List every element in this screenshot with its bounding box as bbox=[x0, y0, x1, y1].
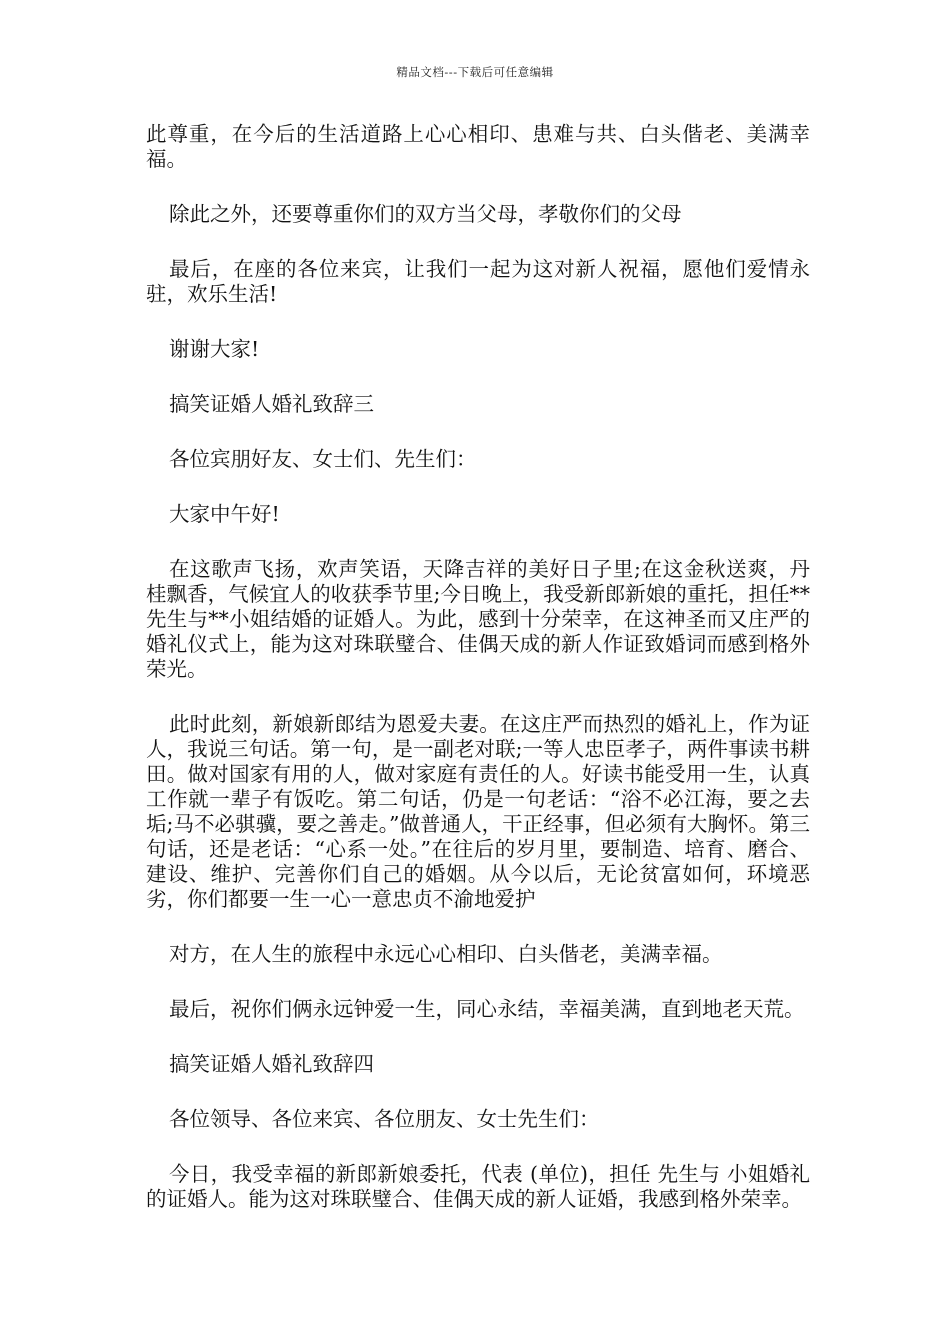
paragraph-salutation: 各位宾朋好友、女士们、先生们： bbox=[169, 447, 477, 471]
section-heading-three: 搞笑证婚人婚礼致辞三 bbox=[169, 392, 374, 416]
paragraph-final-wish: 最后，祝你们俩永远钟爱一生，同心永结，幸福美满，直到地老天荒。 bbox=[169, 997, 805, 1021]
paragraph-continuation: 此尊重，在今后的生活道路上心心相印、患难与共、白头偕老、美满幸福。 bbox=[146, 122, 810, 171]
paragraph-greeting: 大家中午好! bbox=[169, 502, 280, 526]
page-header: 精品文档---下载后可任意编辑 bbox=[396, 65, 554, 79]
paragraph-opening: 在这歌声飞扬，欢声笑语，天降吉祥的美好日子里;在这金秋送爽，丹桂飘香，气候宜人的收获季节里;今日晚上，我受新郎新娘的重托，担任**先生与**小姐结婚的证婚人。为此，感到十分荣幸，在这神圣而又庄严的婚礼仪式上，能为这对珠联璧合、佳偶天成的新人作证致婚词而感到格外荣光。 bbox=[146, 557, 810, 681]
paragraph-thanks: 谢谢大家! bbox=[169, 337, 260, 361]
paragraph-closing-blessing: 最后，在座的各位来宾，让我们一起为这对新人祝福，愿他们爱情永驻，欢乐生活! bbox=[146, 257, 810, 306]
paragraph-entrusted: 今日，我受幸福的新郎新娘委托，代表 (单位)，担任 先生与 小姐婚礼的证婚人。能为这对珠联璧合、佳偶天成的新人证婚，我感到格外荣幸。 bbox=[146, 1162, 810, 1211]
paragraph-salutation-four: 各位领导、各位来宾、各位朋友、女士先生们： bbox=[169, 1107, 600, 1131]
paragraph-three-sayings: 此时此刻，新娘新郎结为恩爱夫妻。在这庄严而热烈的婚礼上，作为证人，我说三句话。第一句，是一副老对联;一等人忠臣孝子，两件事读书耕田。做对国家有用的人，做对家庭有责任的人。好读书能受用一生，认真工作就一辈子有饭吃。第二句话，仍是一句老话：“浴不必江海，要之去垢;马不必骐骥，要之善走。”做普通人，干正经事，但必须有大胸怀。第三句话，还是老话：“心系一处。”在往后的岁月里，要制造、培育、磨合、建设、维护、完善你们自己的婚姻。从今以后，无论贫富如何，环境恶劣，你们都要一生一心一意忠贞不渝地爱护 bbox=[146, 712, 810, 911]
paragraph-respect-parents: 除此之外，还要尊重你们的双方当父母，孝敬你们的父母 bbox=[169, 202, 682, 226]
document-body bbox=[146, 122, 810, 1212]
section-heading-four: 搞笑证婚人婚礼致辞四 bbox=[169, 1052, 374, 1076]
paragraph-each-other: 对方，在人生的旅程中永远心心相印、白头偕老，美满幸福。 bbox=[169, 942, 723, 966]
